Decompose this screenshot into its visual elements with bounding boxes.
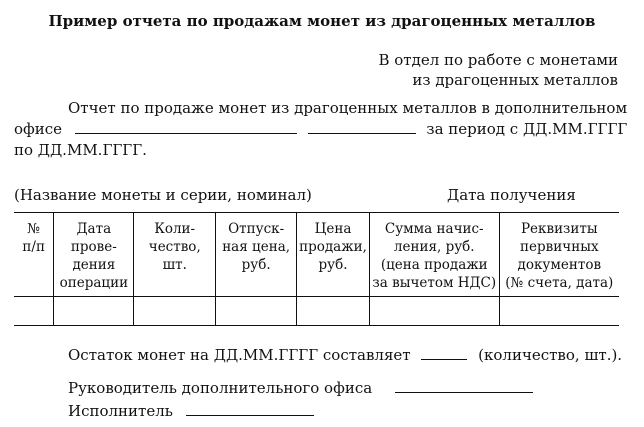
paragraph-line: Отчет по продаже монет из драгоценных металлов в дополнительном bbox=[68, 99, 628, 117]
column-header bbox=[54, 213, 134, 297]
remainder-suffix: (количество, шт.). bbox=[478, 346, 623, 364]
column-header-line: п/п bbox=[22, 239, 45, 255]
table-row bbox=[14, 297, 619, 326]
remainder-prefix: Остаток монет на ДД.ММ.ГГГГ составляет bbox=[68, 346, 411, 364]
table-cell[interactable] bbox=[14, 297, 54, 326]
remainder-line bbox=[68, 345, 622, 364]
manager-signature-blank[interactable] bbox=[395, 378, 533, 393]
column-header-line: руб. bbox=[241, 257, 271, 273]
column-header-line: (№ счета, дата) bbox=[505, 275, 614, 291]
column-header-line: прове- bbox=[70, 239, 117, 255]
column-header-line: Отпуск- bbox=[228, 221, 285, 237]
recipient-line: В отдел по работе с монетами bbox=[378, 51, 618, 69]
document-title: Пример отчета по продажам монет из драгоценных металлов bbox=[48, 12, 596, 30]
column-header bbox=[369, 213, 499, 297]
coin-name-caption: (Название монеты и серии, номинал) bbox=[14, 186, 312, 204]
column-header-line: дения bbox=[72, 257, 116, 273]
column-header-line: чество, bbox=[148, 239, 201, 255]
column-header-line: Реквизиты bbox=[520, 221, 598, 237]
column-header-line: Дата bbox=[76, 221, 112, 237]
column-header-line: первичных bbox=[520, 239, 599, 255]
column-header bbox=[14, 213, 54, 297]
column-header bbox=[216, 213, 297, 297]
executor-signature-line bbox=[68, 401, 314, 420]
column-header bbox=[134, 213, 216, 297]
paragraph-line: по ДД.ММ.ГГГГ. bbox=[14, 141, 147, 159]
remainder-blank[interactable] bbox=[421, 345, 467, 360]
receipt-date-caption: Дата получения bbox=[447, 186, 576, 204]
column-header-line: ления, руб. bbox=[393, 239, 475, 255]
table-cell[interactable] bbox=[297, 297, 370, 326]
column-header-line: Коли- bbox=[154, 221, 196, 237]
column-header-line: операции bbox=[59, 275, 129, 291]
recipient-line: из драгоценных металлов bbox=[412, 71, 618, 89]
report-paragraph bbox=[14, 98, 628, 161]
recipient-block bbox=[378, 50, 618, 90]
period-label: за период с ДД.ММ.ГГГГ bbox=[426, 120, 628, 138]
office-blank-2[interactable] bbox=[308, 119, 416, 134]
table-cell[interactable] bbox=[369, 297, 499, 326]
paragraph-line bbox=[14, 119, 628, 140]
table-cell[interactable] bbox=[216, 297, 297, 326]
column-header-line: продажи, bbox=[299, 239, 367, 255]
table-cell[interactable] bbox=[499, 297, 619, 326]
executor-label: Исполнитель bbox=[68, 402, 173, 420]
executor-signature-blank[interactable] bbox=[186, 401, 314, 416]
manager-label: Руководитель дополнительного офиса bbox=[68, 379, 373, 397]
manager-signature-line bbox=[68, 378, 533, 397]
sales-table bbox=[14, 212, 619, 326]
column-header-line: за вычетом НДС) bbox=[372, 275, 497, 291]
table-header-row bbox=[14, 213, 619, 297]
column-header-line: руб. bbox=[318, 257, 348, 273]
column-header bbox=[297, 213, 370, 297]
column-header-line: шт. bbox=[162, 257, 187, 273]
office-blank-1[interactable] bbox=[75, 119, 297, 134]
column-header-line: документов bbox=[517, 257, 602, 273]
column-header bbox=[499, 213, 619, 297]
table-cell[interactable] bbox=[54, 297, 134, 326]
office-label: офисе bbox=[14, 120, 63, 138]
column-header-line: Цена bbox=[314, 221, 352, 237]
table-cell[interactable] bbox=[134, 297, 216, 326]
column-header-line: (цена продажи bbox=[380, 257, 488, 273]
column-header-line: № bbox=[27, 221, 41, 237]
column-header-line: ная цена, bbox=[222, 239, 291, 255]
column-header-line: Сумма начис- bbox=[384, 221, 484, 237]
